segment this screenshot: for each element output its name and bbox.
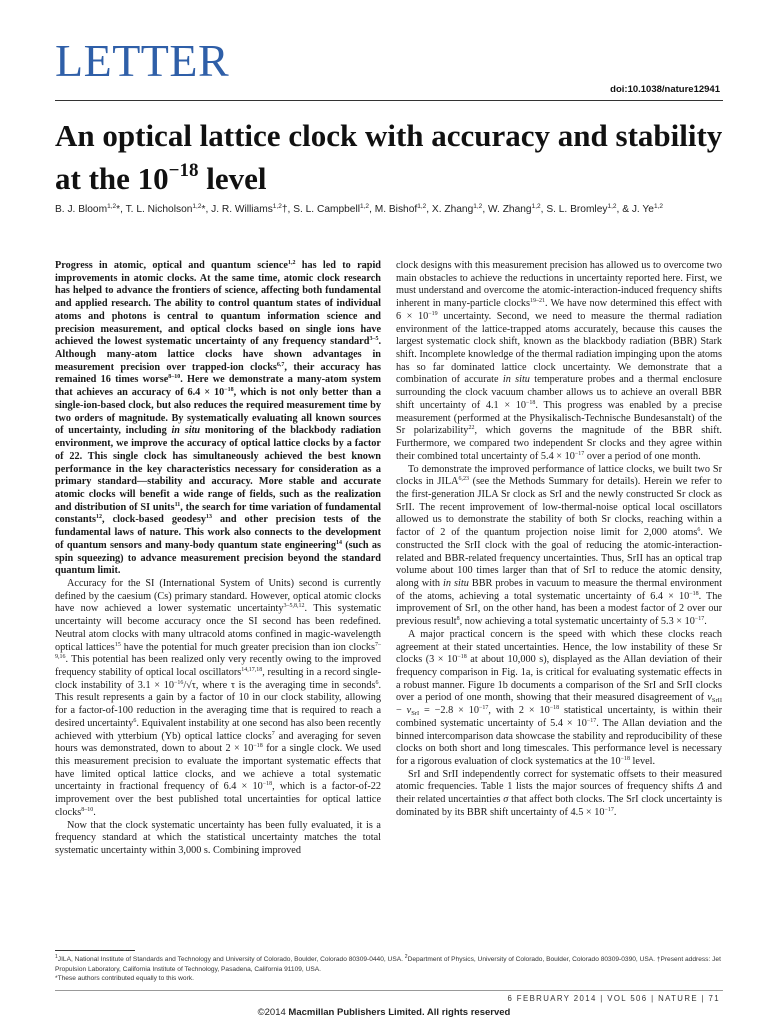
author-list: B. J. Bloom$^{1,2}$*, T. L. Nicholson$^{1,2}$*, J. R. Williams$^{1,2}$†, S. L. Campbell$^{1,2}$, M. Bishof$^{1,2}$, X. Zhang$^{1,2}$, W. Zhang$^{1,2}$, S. L. Bromley$^{1,2}$, & J. Ye$^{1,2}$	[55, 203, 663, 215]
right-column-paragraph: clock designs with this measurement precision has allowed us to overcome two main obstacles to achieve the reductions in uncertainty reported here. First, we must understand and overcome the atomic-interaction-induced frequency shifts inherent in many-particle clocks$^{19-21}$. We have now determined this effect with $6 \times 10^{-19}$ uncertainty. Second, we need to measure the thermal radiation environment of the lattice-trapped atoms accurately, because this causes the largest systematic clock shift, known as the blackbody radiation (BBR) Stark shift. Incomplete knowledge of the thermal radiation impinging upon the atoms has so far dominated lattice clock uncertainty. We demonstrate that a combination of accurate in situ temperature probes and a thermal enclosure surrounding the clock vacuum chamber allows us to achieve an overall BBR shift uncertainty of $4.1 \times 10^{-18}$. This progress was enabled by a precise measurement (performed at the Physikalisch-Technische Bundesanstalt) of the Sr polarizability$^{22}$, which governs the magnitude of the BBR shift. Furthermore, we compared two independent Sr clocks and they agree within their combined total uncertainty of $5.4 \times 10^{-17}$ over a period of one month.	[396, 260, 723, 462]
author-affiliation-mark: 1,2	[272, 203, 282, 210]
author-affiliation-mark: 1,2	[360, 203, 370, 210]
body-column-right	[396, 260, 722, 820]
author-name: J. R. Williams	[211, 204, 273, 215]
author-affiliation-mark: 1,2	[473, 203, 483, 210]
footnote-rule	[55, 950, 135, 951]
copyright-text: Macmillan Publishers Limited. All rights reserved	[288, 1007, 511, 1018]
author-name: W. Zhang	[487, 204, 532, 215]
right-column-paragraph: A major practical concern is the speed with which these clocks reach agreement at their stated uncertainties. Hence, the low instability of these Sr clocks ($3 \times 10^{-18}$ at about 10,000 s), displayed as the Allan deviation of their frequency comparison in Fig. 1a, is critical for evaluating systematic effects in a robust manner. Figure 1b documents a comparison of the SrI and SrII clocks over a period of one month, showing that their measured disagreement of $\nu_{SrII} - \nu_{SrI} = -2.8 \times 10^{-17}$, with $2 \times 10^{-18}$ statistical uncertainty, is within their combined systematic uncertainty of $5.4 \times 10^{-17}$. The Allan deviation and the binned intercomparison data showcase the stability and reproducibility of these clocks on both short and long timescales. This performance level is necessary for a rigorous evaluation of clock systematics at the $10^{-18}$ level.	[396, 628, 722, 768]
title-exponent: −18	[168, 160, 199, 181]
right-column-paragraph: SrI and SrII independently correct for systematic offsets to their measured atomic frequencies. Table 1 lists the major sources of frequency shifts Δ and their related uncertainties σ that affect both clocks. The SrI clock uncertainty is dominated by its BBR shift uncertainty of $4.5 \times 10^{-17}$.	[396, 768, 722, 818]
article-title	[55, 118, 735, 196]
author-affiliation-mark: 1,2	[653, 203, 663, 210]
author-affiliation-mark: 1,2	[417, 203, 427, 210]
author-note-mark: *	[201, 204, 206, 215]
author-name: S. L. Bromley	[546, 204, 608, 215]
copyright-symbol: ©2014	[257, 1007, 286, 1018]
author-name: J. Ye	[631, 204, 654, 215]
header-rule	[55, 100, 723, 101]
author-name: X. Zhang	[431, 204, 474, 215]
author-name: M. Bishof	[374, 204, 418, 215]
footnote: $^1$JILA, National Institute of Standards and Technology and University of Colorado, Boulder, Colorado 80309-0440, USA. $^2$Department of Physics, University of Colorado, Boulder, Colorado 80309-0390, USA. †Present address: Jet Propulsion Laboratory, California Institute of Technology, Pasadena, California 91109, USA.	[55, 954, 721, 973]
footer-rule	[55, 990, 723, 991]
copyright-line	[0, 1007, 768, 1018]
author-note-mark: †	[281, 204, 288, 215]
page-info: 6 FEBRUARY 2014 | VOL 506 | NATURE | 71	[507, 994, 720, 1003]
footnote: *These authors contributed equally to this work.	[55, 975, 194, 983]
doi-label[interactable]: doi:10.1038/nature12941	[610, 84, 720, 95]
author-note-mark: *	[116, 204, 121, 215]
left-column-paragraph: Now that the clock systematic uncertainty has been fully evaluated, it is a frequency standard at which the statistical uncertainty matches the total systematic uncertainty within 3,000 s. Combining improved	[55, 819, 381, 857]
author-name: T. L. Nicholson	[125, 204, 193, 215]
title-text-end: level	[198, 161, 267, 196]
left-column-paragraph: Progress in atomic, optical and quantum science$^{1,2}$ has led to rapid improvements in atomic clocks. At the same time, atomic clock research has helped to advance the frontiers of science, affecting both fundamental and applied research. The ability to control quantum states of individual atoms and photons is central to quantum information science and precision measurement, and optical clocks based on single ions have achieved the lowest systematic uncertainty of any frequency standard$^{3-5}$. Although many-atom lattice clocks have shown advantages in measurement precision over trapped-ion clocks$^{6,7}$, their accuracy has remained 16 times worse$^{8-10}$. Here we demonstrate a many-atom system that achieves an accuracy of $6.4 \times 10^{-18}$, which is not only better than a single-ion-based clock, but also reduces the required measurement time by two orders of magnitude. By systematically evaluating all known sources of uncertainty, including in situ monitoring of the blackbody radiation environment, we improve the accuracy of optical lattice clocks by a factor of 22. This single clock has simultaneously achieved the best known performance in the key characteristics necessary for consideration as a primary standard—stability and accuracy. More stable and accurate atomic clocks will benefit a wide range of fields, such as the realization and distribution of SI units$^{11}$, the search for time variation of fundamental constants$^{12}$, clock-based geodesy$^{13}$ and other precision tests of the fundamental laws of nature. This work also connects to the development of quantum sensors and many-body quantum state engineering$^{14}$ (such as spin squeezing) to advance measurement precision beyond the standard quantum limit.	[55, 260, 382, 577]
title-text: An optical lattice clock with accuracy and stability at the 10	[55, 118, 723, 196]
affiliation-footnotes	[55, 955, 725, 984]
left-column-paragraph: Accuracy for the SI (International System of Units) second is currently defined by the caesium (Cs) primary standard. However, optical atomic clocks have now achieved a lower systematic uncertainty$^{3-5,8,12}$. This systematic uncertainty will become accuracy once the SI second has been redefined. Neutral atom clocks with many ultracold atoms confined in magic-wavelength optical lattices$^{15}$ have the potential for much greater precision than ion clocks$^{7-9,16}$. This potential has been realized only very recently owing to the improved frequency stability of optical local oscillators$^{14,17,18}$, resulting in a record single-clock instability of $3.1 \times 10^{-16}/√\tau$, where τ is the averaging time in seconds$^6$. This result represents a gain by a factor of 10 in our clock stability, allowing for a factor-of-100 reduction in the averaging time that is required to reach a desired uncertainty$^6$. Equivalent instability at one second has also been recently achieved with ytterbium (Yb) optical lattice clocks$^7$ and averaging for seven hours was demonstrated, down to about $2 \times 10^{-18}$ for a single clock. We used this measurement precision to evaluate the important systematic effects that have limited optical lattice clocks, and we achieve a total systematic uncertainty in fractional frequency of $6.4 \times 10^{-18}$, which is a factor-of-22 improvement over the best published total uncertainties for optical lattice clocks$^{8-10}$.	[55, 577, 382, 818]
body-column-left	[55, 260, 381, 858]
author-name: B. J. Bloom	[55, 204, 108, 215]
section-kicker: LETTER	[55, 35, 230, 86]
author-affiliation-mark: 1,2	[107, 203, 117, 210]
author-affiliation-mark: 1,2	[192, 203, 202, 210]
author-name: S. L. Campbell	[293, 204, 361, 215]
right-column-paragraph: To demonstrate the improved performance of lattice clocks, we built two Sr clocks in JILA$^{6,23}$ (see the Methods Summary for details). Herein we refer to the first-generation JILA Sr clock as SrI and the newly constructed Sr clock as SrII. The recent improvement of low-thermal-noise optical local oscillators allowed us to demonstrate the stability of both Sr clocks, reaching within a factor of 2 of the quantum projection noise limit for 2,000 atoms$^6$. We constructed the SrII clock with the goal of reducing the atomic-interaction-related and BBR-related frequency uncertainties. Thus, SrII has an optical trap volume about 100 times larger than that of SrI to reduce the atomic density, along with in situ BBR probes in vacuum to measure the thermal environment of the atoms, achieving a total systematic uncertainty of $6.4 \times 10^{-18}$. The improvement of SrI, on the other hand, has been a modest factor of 2 over our previous result$^8$, now achieving a total systematic uncertainty of $5.3 \times 10^{-17}$.	[396, 463, 723, 628]
author-affiliation-mark: 1,2	[531, 203, 541, 210]
author-affiliation-mark: 1,2	[607, 203, 617, 210]
